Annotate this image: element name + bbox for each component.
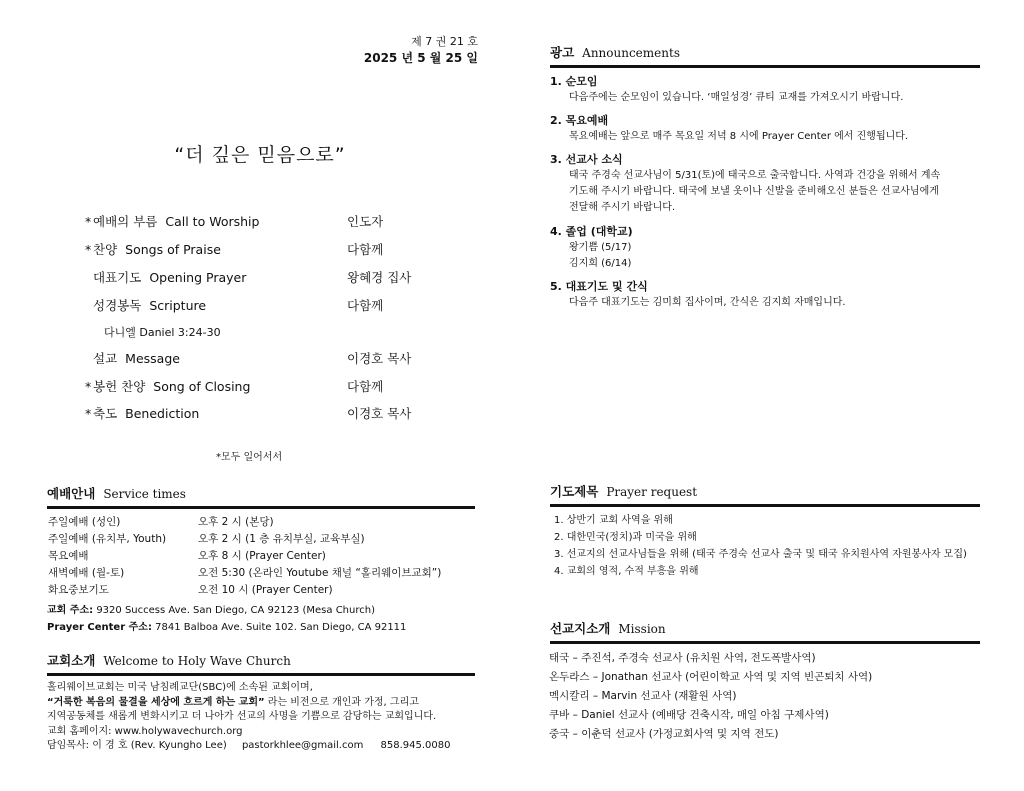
announcement-line: 전달해 주시기 바랍니다. [569,202,676,213]
announcements-rule [550,65,980,68]
order-row-songs-of-praise [85,238,445,262]
service-time: 오전 5:30 (온라인 Youtube 채널 “홀리웨이브교회”) [198,567,442,579]
service-time: 오후 8 시 (Prayer Center) [198,550,326,562]
welcome-vision-rest: 라는 비전으로 개인과 가정, 그리고 [264,696,419,708]
issue-volume: 제 7 권 21 호 [411,35,478,48]
order-kor: 봉헌 찬양 [93,379,146,394]
order-leader: 이경호 목사 [347,351,412,366]
welcome-title-ko: 교회소개 [47,653,96,668]
scripture-reference: 다니엘 Daniel 3:24-30 [104,326,221,339]
welcome-rule [47,673,475,676]
church-homepage: 교회 홈페이지: www.holywavechurch.org [47,725,243,737]
pastor-email: pastorkhlee@gmail.com [241,740,364,751]
service-label: 주일예배 (성인) [48,516,121,528]
announcement-line: 왕기쁨 (5/17) [569,242,632,253]
announcement-item [550,113,980,145]
announcement-line: 목요예배는 앞으로 매주 목요일 저녁 8 시에 Prayer Center 에서 진행됩니다. [569,131,909,142]
announcement-item [550,74,980,106]
order-mark: * [85,242,92,257]
prayer-item: 3. 선교지의 선교사님들을 위해 (태국 주경숙 선교사 출국 및 태국 유치원사역 자원봉사자 모집) [554,549,967,560]
announcement-item [550,152,980,216]
order-eng: Message [125,351,180,366]
mission-title-ko: 선교지소개 [550,621,611,636]
announcement-item [550,224,980,272]
prayer-request-list [554,512,974,580]
service-times-title-ko: 예배안내 [47,486,96,501]
order-mark: * [85,406,92,421]
service-times-rule [47,506,475,509]
order-eng: Song of Closing [153,379,251,394]
service-time: 오전 10 시 (Prayer Center) [198,584,333,596]
service-label: 새벽예배 (월-토) [48,567,125,579]
order-mark: * [85,214,92,229]
order-eng: Benediction [125,406,200,421]
welcome-heading [47,651,291,671]
issue-header [330,34,478,66]
mission-heading [550,619,666,639]
announcement-title: 2. 목요예배 [550,114,609,127]
order-eng: Scripture [149,298,207,313]
pastor-name: 담임목사: 이 경 호 (Rev. Kyungho Lee) [47,740,227,751]
announcements-heading [550,43,680,63]
order-leader: 다함께 [347,298,384,313]
pastor-contact [47,739,487,754]
issue-date: 2025 년 5 월 25 일 [363,51,478,65]
pastor-phone: 858.945.0080 [380,740,451,751]
order-leader: 다함께 [347,242,384,257]
mission-item: 멕시칼리 – Marvin 선교사 (재활원 사역) [549,690,737,702]
mission-item: 쿠바 – Daniel 선교사 (예배당 건축시작, 매일 아침 구제사역) [549,709,829,721]
prayer-request-title-ko: 기도제목 [550,484,599,499]
service-row [48,514,478,531]
order-row-call-to-worship [85,210,445,234]
standing-note: *모두 일어서서 [216,452,283,463]
order-row-opening-prayer [85,266,445,290]
announcement-line: 다음주 대표기도는 김미희 집사이며, 간식은 김지희 자매입니다. [569,297,846,308]
welcome-title-en: Welcome to Holy Wave Church [103,654,291,668]
announcement-title: 4. 졸업 (대학교) [550,225,633,238]
prayer-center-label: Prayer Center 주소: [47,622,152,633]
service-times-title-en: Service times [103,487,186,501]
order-leader: 왕혜경 집사 [347,270,412,285]
service-row [48,565,478,582]
mission-item: 중국 – 이춘덕 선교사 (가정교회사역 및 지역 전도) [549,728,779,740]
order-row-benediction [85,402,445,426]
prayer-request-title-en: Prayer request [606,485,698,499]
mission-title-en: Mission [618,622,666,636]
order-row-message [85,347,445,371]
welcome-line-2 [47,696,487,711]
order-eng: Call to Worship [165,214,260,229]
service-time: 오후 2 시 (1 층 유치부실, 교육부실) [198,533,365,545]
prayer-item: 4. 교회의 영적, 수적 부흥을 위해 [554,566,699,577]
service-time: 오후 2 시 (본당) [198,516,274,528]
order-kor: 찬양 [93,242,118,257]
order-eng: Opening Prayer [149,270,247,285]
order-eng: Songs of Praise [125,242,221,257]
announcements-title-en: Announcements [582,46,680,60]
order-kor: 성경봉독 [93,298,142,313]
announcement-item [550,279,980,311]
mission-rule [550,641,980,644]
announcements-title-ko: 광고 [550,45,575,60]
prayer-item: 2. 대한민국(정치)과 미국을 위해 [554,532,697,543]
service-times-heading [47,484,186,504]
order-kor: 설교 [93,351,118,366]
welcome-body [47,681,487,754]
service-label: 화요중보기도 [48,584,109,596]
mission-item: 온두라스 – Jonathan 선교사 (어린이학교 사역 및 지역 빈곤퇴치 사역) [549,671,873,683]
mission-list [549,649,979,744]
order-kor: 축도 [93,406,118,421]
announcement-line: 김지희 (6/14) [569,258,632,269]
service-label: 주일예배 (유치부, Youth) [48,533,167,545]
order-leader: 인도자 [347,214,384,229]
announcement-line: 태국 주경숙 선교사님이 5/31(토)에 태국으로 출국합니다. 사역과 건강을 위해서 계속 [569,170,941,181]
prayer-request-heading [550,482,697,502]
announcement-title: 1. 순모임 [550,75,598,88]
prayer-center-address: 7841 Balboa Ave. Suite 102. San Diego, CA 92111 [155,622,407,633]
mission-item: 태국 – 주진석, 주경숙 선교사 (유치원 사역, 전도폭발사역) [549,652,816,664]
prayer-item: 1. 상반기 교회 사역을 위해 [554,515,673,526]
service-row [48,548,478,565]
service-label: 목요예배 [48,550,89,562]
welcome-vision: “거룩한 복음의 물결을 세상에 흐르게 하는 교회” [47,696,265,708]
announcement-title: 3. 선교사 소식 [550,153,623,166]
prayer-center-address-line [47,620,487,636]
announcement-line: 기도해 주시기 바랍니다. 태국에 보낼 옷이나 신발을 준비해오신 분들은 선교사님에게 [569,186,939,197]
order-kor: 예배의 부름 [93,214,158,229]
order-kor: 대표기도 [93,270,142,285]
order-mark: * [85,379,92,394]
welcome-line-3: 지역공동체를 새롭게 변화시키고 더 나아가 선교의 사명을 기쁨으로 감당하는 교회입니다. [47,711,437,722]
announcement-title: 5. 대표기도 및 간식 [550,280,648,293]
welcome-line-1: 홀리웨이브교회는 미국 남침례교단(SBC)에 소속된 교회이며, [47,682,313,693]
announcement-line: 다음주에는 순모임이 있습니다. ‘매일성경’ 큐티 교재를 가져오시기 바랍니다. [569,92,904,103]
service-row [48,582,478,599]
order-leader: 다함께 [347,379,384,394]
order-leader: 이경호 목사 [347,406,412,421]
church-address: 9320 Success Ave. San Diego, CA 92123 (Mesa Church) [96,605,375,616]
prayer-request-rule [550,504,980,507]
order-row-song-of-closing [85,375,445,399]
church-address-line [47,603,487,619]
sermon-theme: “더 깊은 믿음으로” [174,144,346,166]
service-row [48,531,478,548]
church-address-label: 교회 주소: [47,605,94,616]
order-row-scripture [85,294,445,318]
